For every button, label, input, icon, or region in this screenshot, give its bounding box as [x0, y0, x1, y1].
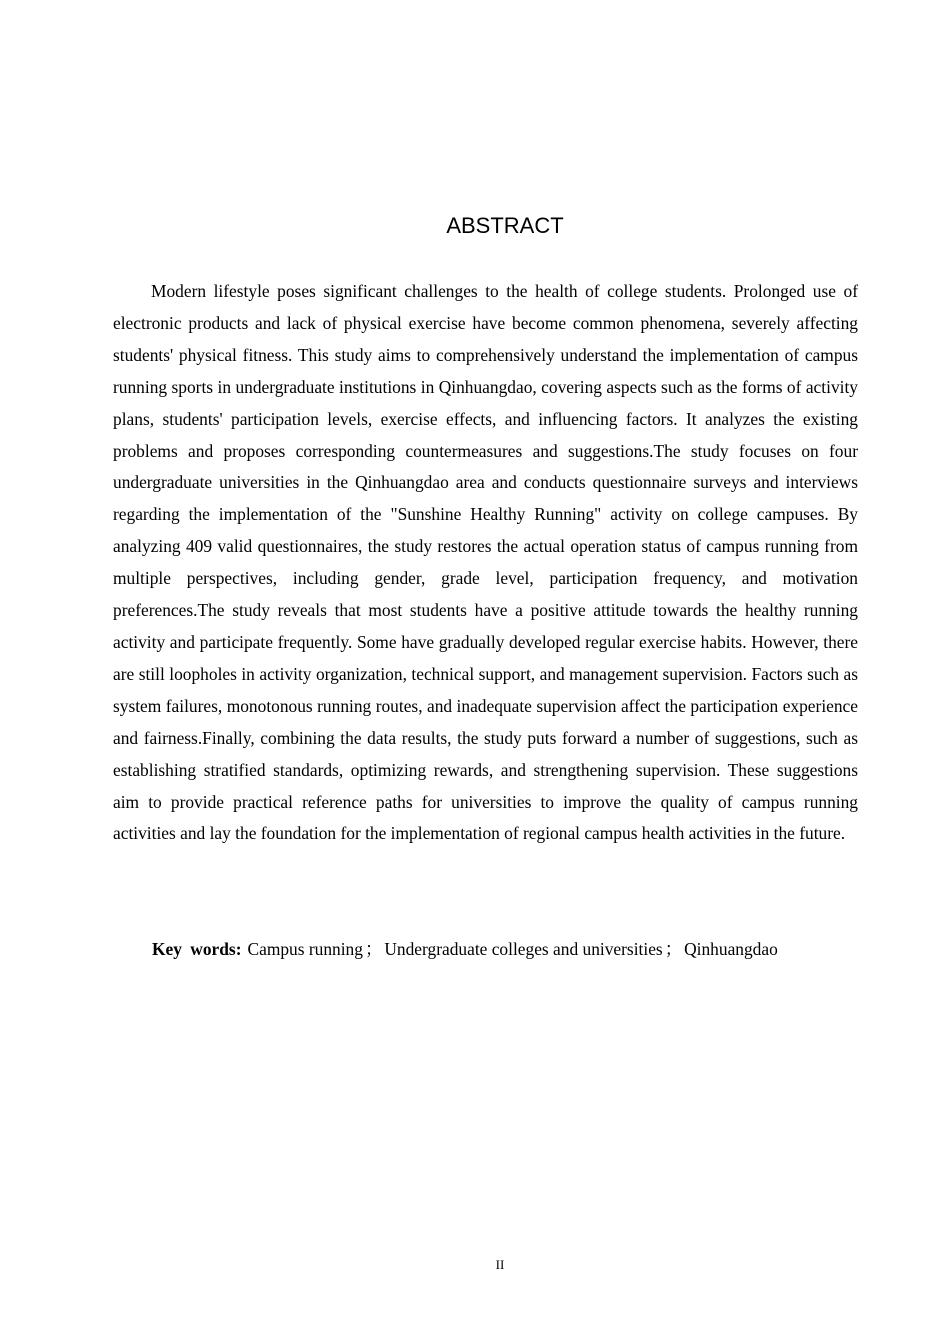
- keyword-item: Campus running: [247, 939, 363, 959]
- page-number: II: [495, 1257, 505, 1272]
- keywords-label: Key words:: [152, 939, 242, 959]
- abstract-title: ABSTRACT: [446, 213, 564, 238]
- keyword-separator: ；: [364, 939, 383, 959]
- keyword-item: Undergraduate colleges and universities: [384, 939, 663, 959]
- abstract-body: Modern lifestyle poses significant challenges to the health of college students. Prolonged use of electronic products and lack of physical exercise have become common phenomena, severely affecting students' physical fitness. This study aims to comprehensively understand the implementation of campus running sports in undergraduate institutions in Qinhuangdao, covering aspects such as the forms of activity plans, students' participation levels, exercise effects, and influencing factors. It analyzes the existing problems and proposes corresponding countermeasures and suggestions.The study focuses on four undergraduate universities in the Qinhuangdao area and conducts questionnaire surveys and interviews regarding the implementation of the "Sunshine Healthy Running" activity on college campuses. By analyzing 409 valid questionnaires, the study restores the actual operation status of campus running from multiple perspectives, including gender, grade level, participation frequency, and motivation preferences.The study reveals that most students have a positive attitude towards the healthy running activity and participate frequently. Some have gradually developed regular exercise habits. However, there are still loopholes in activity organization, technical support, and management supervision. Factors such as system failures, monotonous running routes, and inadequate supervision affect the participation experience and fairness.Finally, combining the data results, the study puts forward a number of suggestions, such as establishing stratified standards, optimizing rewards, and strengthening supervision. These suggestions aim to provide practical reference paths for universities to improve the quality of campus running activities and lay the foundation for the implementation of regional campus health activities in the future.: [113, 281, 858, 844]
- keywords-line: [152, 934, 872, 965]
- keyword-item: Qinhuangdao: [684, 939, 778, 959]
- keyword-separator: ；: [664, 939, 683, 959]
